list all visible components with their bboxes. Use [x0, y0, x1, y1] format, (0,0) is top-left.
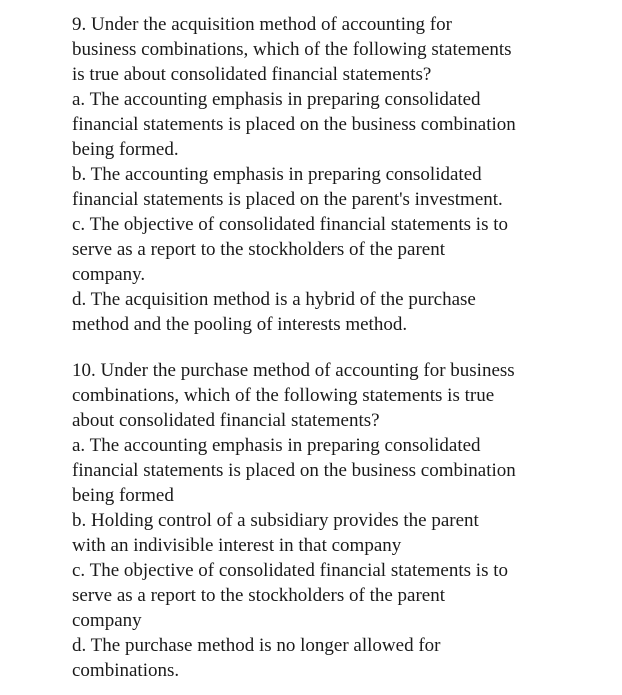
option-line: financial statements is placed on the business combination: [72, 114, 516, 135]
question-9: [72, 12, 612, 337]
question-10-stem-line: 10. Under the purchase method of accounting for business: [72, 360, 515, 381]
question-separator: [72, 337, 612, 358]
question-10-option-d[interactable]: [72, 633, 612, 683]
option-line: a. The accounting emphasis in preparing consolidated: [72, 89, 481, 110]
option-line: d. The purchase method is no longer allowed for: [72, 635, 441, 656]
option-line: financial statements is placed on the business combination: [72, 460, 516, 481]
option-line: with an indivisible interest in that company: [72, 535, 402, 556]
question-10: [72, 358, 612, 683]
option-line: serve as a report to the stockholders of the parent: [72, 585, 446, 606]
question-9-stem-line: business combinations, which of the following statements: [72, 39, 512, 60]
option-line: being formed.: [72, 139, 179, 160]
option-line: b. Holding control of a subsidiary provides the parent: [72, 510, 479, 531]
question-10-stem-line: combinations, which of the following statements is true: [72, 385, 495, 406]
option-line: b. The accounting emphasis in preparing consolidated: [72, 164, 482, 185]
question-9-stem: [72, 12, 612, 87]
question-9-option-b[interactable]: [72, 162, 612, 212]
question-9-stem-line: is true about consolidated financial statements?: [72, 64, 432, 85]
option-line: company.: [72, 264, 146, 285]
option-line: a. The accounting emphasis in preparing consolidated: [72, 435, 481, 456]
option-line: financial statements is placed on the parent's investment.: [72, 189, 503, 210]
option-line: c. The objective of consolidated financial statements is to: [72, 214, 508, 235]
option-line: d. The acquisition method is a hybrid of the purchase: [72, 289, 476, 310]
question-10-option-a[interactable]: [72, 433, 612, 508]
question-9-option-a[interactable]: [72, 87, 612, 162]
option-line: serve as a report to the stockholders of the parent: [72, 239, 446, 260]
question-9-option-c[interactable]: [72, 212, 612, 287]
question-10-option-c[interactable]: [72, 558, 612, 633]
question-9-stem-line: 9. Under the acquisition method of accounting for: [72, 14, 452, 35]
option-line: combinations.: [72, 660, 180, 681]
option-line: c. The objective of consolidated financial statements is to: [72, 560, 508, 581]
document-page: [72, 12, 612, 683]
option-line: company: [72, 610, 142, 631]
option-line: being formed: [72, 485, 174, 506]
question-10-stem-line: about consolidated financial statements?: [72, 410, 380, 431]
question-10-option-b[interactable]: [72, 508, 612, 558]
option-line: method and the pooling of interests method.: [72, 314, 408, 335]
question-10-stem: [72, 358, 612, 433]
question-9-option-d[interactable]: [72, 287, 612, 337]
